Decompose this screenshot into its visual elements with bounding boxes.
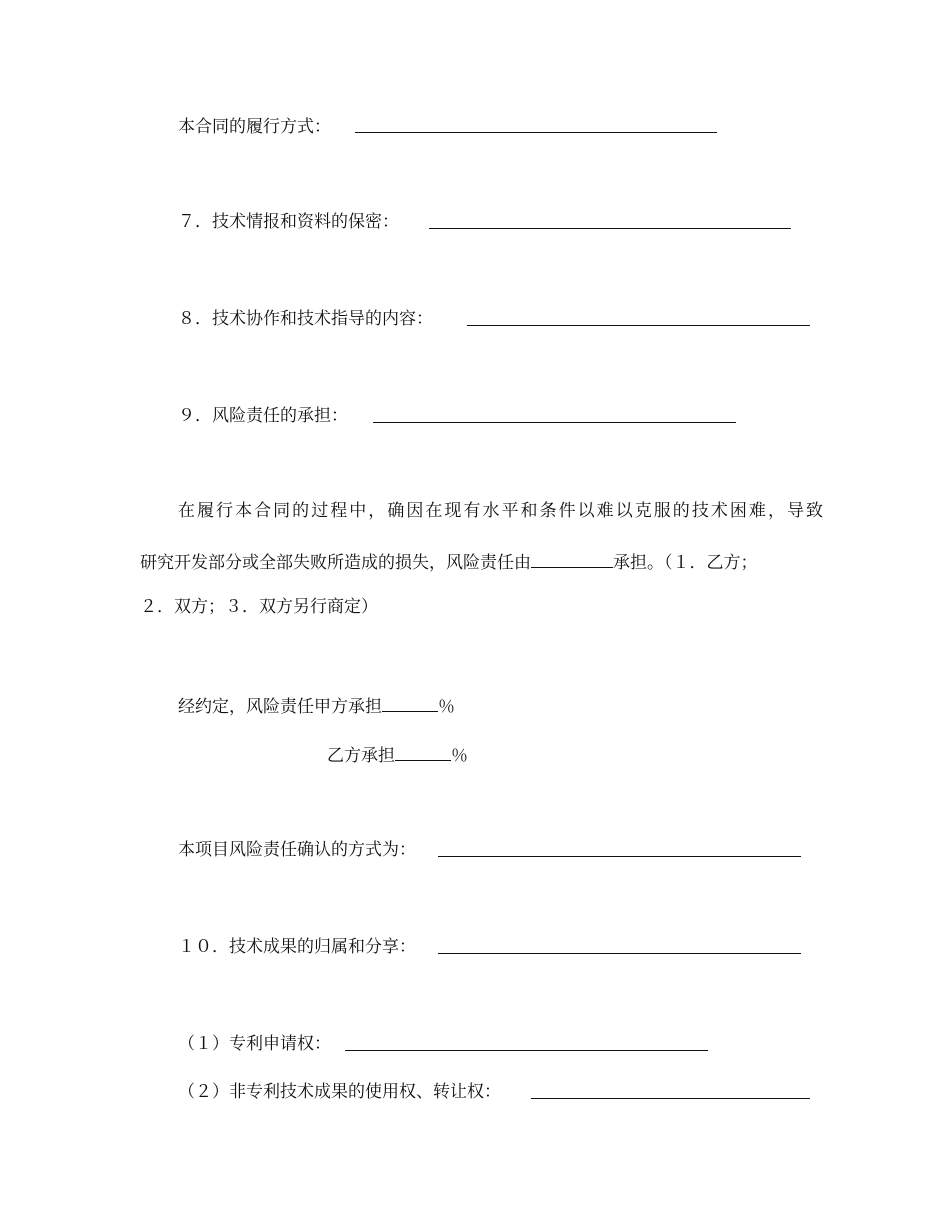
- percent-sign: ％: [438, 697, 455, 717]
- sub-clause-number: （１）: [178, 1034, 229, 1054]
- patent-right-blank[interactable]: [345, 1032, 708, 1051]
- non-patent-right-blank[interactable]: [531, 1080, 810, 1099]
- sub-clause-number: （２）: [178, 1082, 229, 1102]
- risk-paragraph-line-1: 在履行本合同的过程中，确因在现有水平和条件以难以克服的技术困难，导致: [178, 501, 823, 521]
- clause-number: ７．: [178, 212, 212, 232]
- cooperation-blank[interactable]: [467, 307, 810, 326]
- risk-paragraph-line-2: [140, 549, 823, 574]
- clause-10-ownership: [178, 936, 416, 958]
- risk-paragraph-text: 承担。（１．乙方；: [613, 553, 758, 573]
- sub-clause-patent-right: [178, 1033, 331, 1055]
- clause-number: ９．: [178, 406, 212, 426]
- risk-confirmation-blank[interactable]: [438, 838, 801, 857]
- clause-label: 技术成果的归属和分享：: [229, 937, 416, 957]
- ownership-blank[interactable]: [438, 935, 801, 954]
- clause-8-cooperation: [178, 308, 433, 330]
- risk-paragraph-text: 研究开发部分或全部失败所造成的损失，风险责任由: [140, 553, 531, 573]
- percent-sign: ％: [451, 746, 468, 766]
- risk-share-party-b: [327, 742, 468, 767]
- clause-label: 技术情报和资料的保密：: [212, 212, 399, 232]
- risk-share-label: 经约定，风险责任甲方承担: [178, 697, 382, 717]
- risk-party-blank[interactable]: [531, 549, 613, 568]
- clause-7-confidentiality: [178, 211, 399, 233]
- clause-label: 技术协作和技术指导的内容：: [212, 309, 433, 329]
- clause-9-risk: [178, 405, 348, 427]
- clause-label: 本项目风险责任确认的方式为：: [178, 840, 416, 860]
- risk-paragraph-line-3: ２．双方；３．双方另行商定）: [140, 597, 378, 617]
- clause-performance-label: 本合同的履行方式：: [178, 117, 331, 137]
- party-b-percent-blank[interactable]: [395, 742, 451, 761]
- clause-label: 风险责任的承担：: [212, 406, 348, 426]
- performance-blank[interactable]: [355, 114, 717, 133]
- clause-number: １０．: [178, 937, 229, 957]
- confidentiality-blank[interactable]: [429, 210, 791, 229]
- clause-risk-confirmation: [178, 839, 416, 861]
- sub-clause-label: 专利申请权：: [229, 1034, 331, 1054]
- clause-performance: [178, 116, 331, 138]
- risk-share-party-a: [178, 693, 455, 718]
- risk-blank[interactable]: [373, 404, 736, 423]
- sub-clause-non-patent-right: [178, 1081, 501, 1103]
- sub-clause-label: 非专利技术成果的使用权、转让权：: [229, 1082, 501, 1102]
- party-a-percent-blank[interactable]: [382, 693, 438, 712]
- clause-number: ８．: [178, 309, 212, 329]
- risk-share-label: 乙方承担: [327, 746, 395, 766]
